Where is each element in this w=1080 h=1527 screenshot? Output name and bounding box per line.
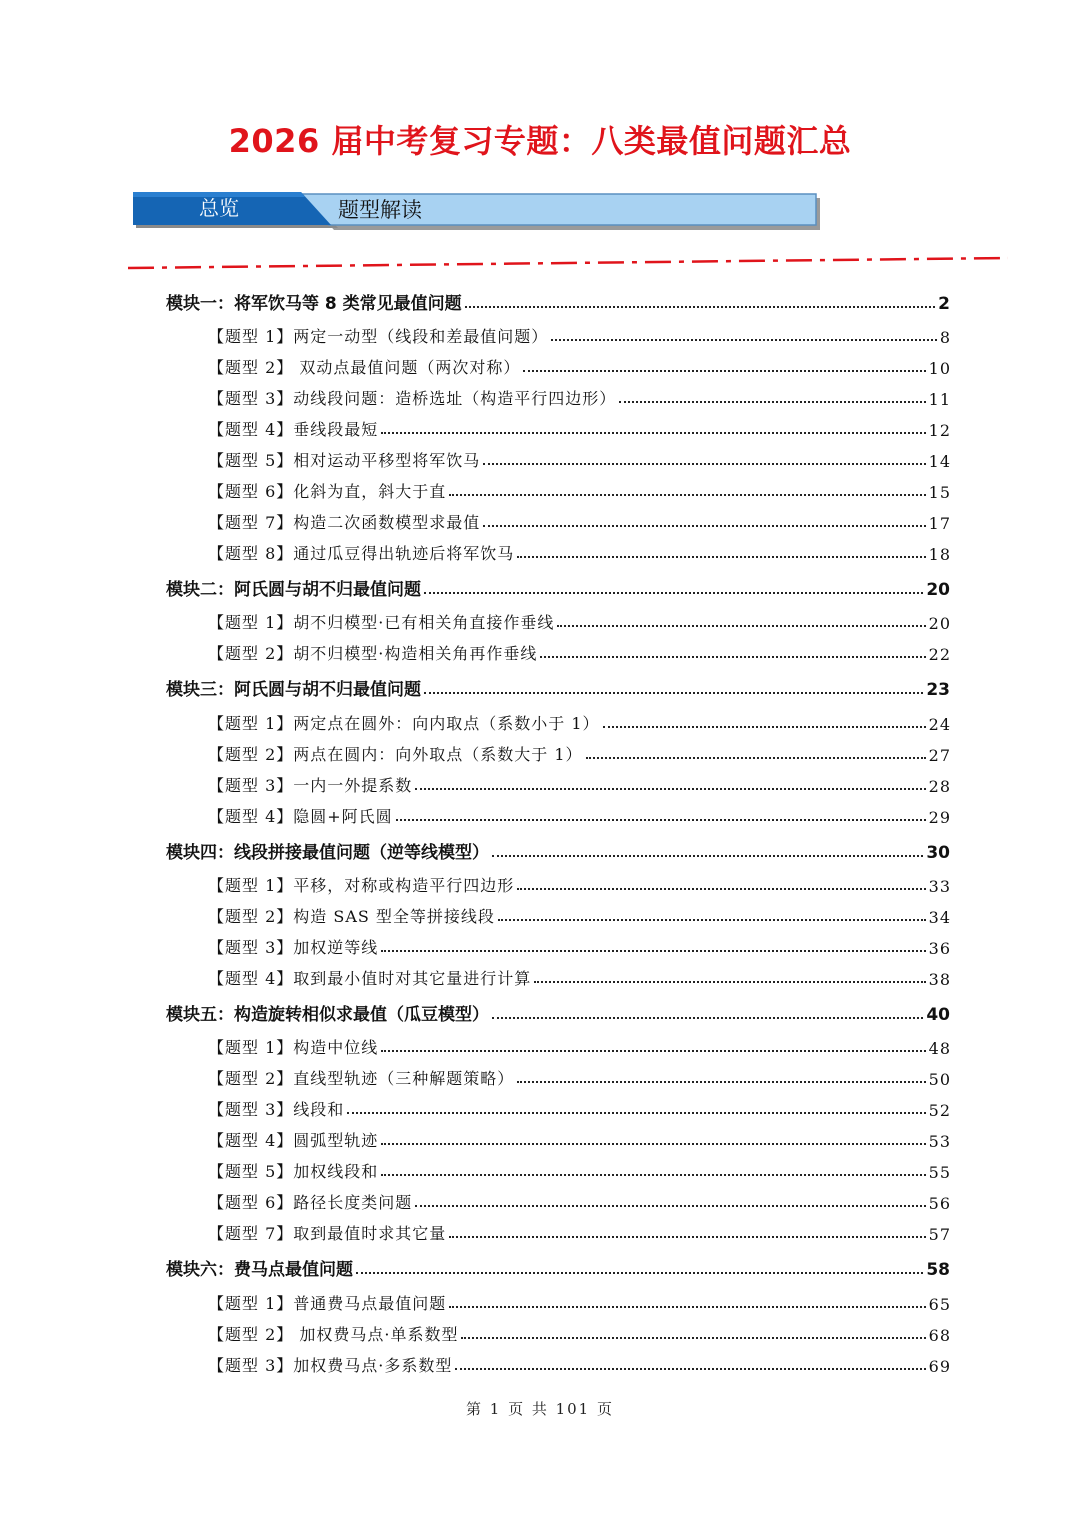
- toc-entry-label: 【题型 4】垂线段最短: [208, 420, 379, 439]
- toc-leader-dots: [424, 591, 923, 594]
- toc-page-number: 27: [928, 746, 951, 765]
- toc-page-number: 38: [928, 970, 951, 989]
- toc-leader-dots: [551, 338, 937, 341]
- toc-leader-dots: [381, 1049, 925, 1052]
- toc-item-row[interactable]: [208, 711, 951, 734]
- toc-page-number: 69: [928, 1357, 951, 1376]
- toc-page-number: 36: [928, 939, 951, 958]
- toc-entry-label: 模块三：阿氏圆与胡不归最值问题: [166, 680, 421, 700]
- toc-page-number: 33: [928, 877, 951, 896]
- toc-entry-label: 【题型 2】胡不归模型·构造相关角再作垂线: [208, 644, 538, 663]
- toc-page-number: 58: [926, 1260, 950, 1280]
- toc-entry-label: 【题型 1】普通费马点最值问题: [208, 1294, 447, 1313]
- toc-page-number: 14: [928, 452, 951, 471]
- toc-leader-dots: [492, 1016, 923, 1019]
- toc-page-number: 10: [928, 359, 951, 378]
- toc-leader-dots: [603, 725, 926, 728]
- toc-item-row[interactable]: [208, 1066, 951, 1089]
- toc-entry-label: 模块五：构造旋转相似求最值（瓜豆模型）: [166, 1005, 489, 1025]
- toc-leader-dots: [455, 1367, 925, 1370]
- toc-item-row[interactable]: [208, 448, 951, 471]
- toc-item-row[interactable]: [208, 541, 951, 564]
- toc-leader-dots: [415, 1204, 925, 1207]
- toc-entry-label: 【题型 3】线段和: [208, 1100, 345, 1119]
- toc-entry-label: 模块一：将军饮马等 8 类常见最值问题: [166, 294, 462, 314]
- toc-entry-label: 【题型 1】两定一动型（线段和差最值问题）: [208, 327, 549, 346]
- toc-item-row[interactable]: [208, 935, 951, 958]
- toc-item-row[interactable]: [208, 510, 951, 533]
- toc-entry-label: 【题型 2】构造 SAS 型全等拼接线段: [208, 907, 495, 926]
- toc-leader-dots: [517, 887, 925, 890]
- toc-entry-label: 【题型 2】直线型轨迹（三种解题策略）: [208, 1069, 515, 1088]
- toc-item-row[interactable]: [208, 966, 951, 989]
- toc-item-row[interactable]: [208, 1322, 951, 1345]
- toc-leader-dots: [415, 787, 925, 790]
- toc-page-number: 34: [928, 908, 951, 927]
- toc-page-number: 53: [928, 1132, 951, 1151]
- toc-page-number: 2: [938, 294, 950, 314]
- toc-leader-dots: [381, 1142, 925, 1145]
- toc-page-number: 55: [928, 1163, 951, 1182]
- toc-leader-dots: [461, 1336, 925, 1339]
- toc-page-number: 20: [926, 580, 950, 600]
- toc-entry-label: 模块二：阿氏圆与胡不归最值问题: [166, 580, 421, 600]
- toc-leader-dots: [356, 1271, 923, 1274]
- toc-page-number: 15: [928, 483, 951, 502]
- toc-module-row[interactable]: [166, 1255, 950, 1280]
- toc-leader-dots: [534, 980, 925, 983]
- toc-entry-label: 模块六：费马点最值问题: [166, 1260, 353, 1280]
- toc-entry-label: 【题型 3】动线段问题：造桥选址（构造平行四边形）: [208, 389, 617, 408]
- toc-leader-dots: [347, 1111, 925, 1114]
- toc-page-number: 11: [928, 390, 951, 409]
- toc-leader-dots: [498, 918, 926, 921]
- toc-leader-dots: [492, 854, 923, 857]
- toc-entry-label: 【题型 1】构造中位线: [208, 1038, 379, 1057]
- toc-item-row[interactable]: [208, 479, 951, 502]
- toc-entry-label: 【题型 2】 加权费马点·单系数型: [208, 1325, 459, 1344]
- toc-entry-label: 【题型 7】取到最值时求其它量: [208, 1224, 447, 1243]
- toc-page-number: 28: [928, 777, 951, 796]
- toc-item-row[interactable]: [208, 1159, 951, 1182]
- toc-page-number: 65: [928, 1295, 951, 1314]
- toc-entry-label: 【题型 6】路径长度类问题: [208, 1193, 413, 1212]
- toc-item-row[interactable]: [208, 324, 951, 347]
- toc-entry-label: 【题型 2】两点在圆内：向外取点（系数大于 1）: [208, 745, 583, 764]
- toc-item-row[interactable]: [208, 386, 951, 409]
- toc-leader-dots: [523, 369, 925, 372]
- toc-leader-dots: [381, 1173, 925, 1176]
- toc-page-number: 18: [928, 545, 951, 564]
- toc-page-number: 20: [928, 614, 951, 633]
- toc-module-row[interactable]: [166, 1000, 950, 1025]
- toc-entry-label: 【题型 1】平移，对称或构造平行四边形: [208, 876, 515, 895]
- toc-entry-label: 【题型 8】通过瓜豆得出轨迹后将军饮马: [208, 544, 515, 563]
- section-banner: [133, 192, 817, 228]
- toc-leader-dots: [449, 1305, 925, 1308]
- toc-page-number: 24: [928, 715, 951, 734]
- toc-item-row[interactable]: [208, 1291, 951, 1314]
- toc-leader-dots: [557, 624, 925, 627]
- toc-page-number: 56: [928, 1194, 951, 1213]
- toc-page-number: 30: [926, 843, 950, 863]
- toc-item-row[interactable]: [208, 355, 951, 378]
- toc-leader-dots: [483, 524, 925, 527]
- toc-entry-label: 【题型 4】取到最小值时对其它量进行计算: [208, 969, 532, 988]
- toc-leader-dots: [517, 1080, 925, 1083]
- toc-leader-dots: [619, 400, 925, 403]
- toc-leader-dots: [449, 493, 925, 496]
- toc-page-number: 23: [926, 680, 950, 700]
- toc-page-number: 17: [928, 514, 951, 533]
- toc-module-row[interactable]: [166, 675, 950, 700]
- toc-leader-dots: [449, 1235, 925, 1238]
- toc-item-row[interactable]: [208, 742, 951, 765]
- toc-leader-dots: [424, 691, 923, 694]
- banner-overview-label: 总览: [199, 196, 239, 220]
- red-dash-divider: [128, 254, 1008, 274]
- toc-entry-label: 【题型 7】构造二次函数模型求最值: [208, 513, 481, 532]
- toc-item-row[interactable]: [208, 773, 951, 796]
- toc-leader-dots: [381, 949, 925, 952]
- toc-page-number: 22: [928, 645, 951, 664]
- toc-page-number: 8: [939, 328, 951, 347]
- toc-leader-dots: [540, 655, 925, 658]
- toc-item-row[interactable]: [208, 1353, 951, 1376]
- toc-item-row[interactable]: [208, 873, 951, 896]
- toc-page-number: 68: [928, 1326, 951, 1345]
- toc-item-row[interactable]: [208, 1097, 951, 1120]
- toc-item-row[interactable]: [208, 1221, 951, 1244]
- toc-leader-dots: [517, 555, 925, 558]
- toc-page-number: 52: [928, 1101, 951, 1120]
- toc-entry-label: 【题型 2】 双动点最值问题（两次对称）: [208, 358, 521, 377]
- toc-item-row[interactable]: [208, 417, 951, 440]
- toc-page-number: 57: [928, 1225, 951, 1244]
- toc-item-row[interactable]: [208, 1128, 951, 1151]
- toc-leader-dots: [465, 305, 935, 308]
- toc-page-number: 29: [928, 808, 951, 827]
- toc-page-number: 12: [928, 421, 951, 440]
- toc-leader-dots: [396, 818, 926, 821]
- toc-page-number: 48: [928, 1039, 951, 1058]
- toc-leader-dots: [586, 756, 926, 759]
- toc-entry-label: 【题型 4】圆弧型轨迹: [208, 1131, 379, 1150]
- page-title: 2026 届中考复习专题：八类最值问题汇总: [228, 122, 852, 160]
- toc-module-row[interactable]: [166, 838, 950, 863]
- toc-entry-label: 【题型 5】加权线段和: [208, 1162, 379, 1181]
- toc-module-row[interactable]: [166, 289, 950, 314]
- toc-entry-label: 模块四：线段拼接最值问题（逆等线模型）: [166, 843, 489, 863]
- toc-leader-dots: [381, 431, 925, 434]
- toc-entry-label: 【题型 1】两定点在圆外：向内取点（系数小于 1）: [208, 714, 600, 733]
- toc-item-row[interactable]: [208, 641, 951, 664]
- toc-item-row[interactable]: [208, 904, 951, 927]
- toc-entry-label: 【题型 1】胡不归模型·已有相关角直接作垂线: [208, 613, 555, 632]
- toc-leader-dots: [483, 462, 925, 465]
- toc-item-row[interactable]: [208, 1190, 951, 1213]
- banner-type-label: 题型解读: [338, 198, 422, 222]
- toc-entry-label: 【题型 6】化斜为直，斜大于直: [208, 482, 447, 501]
- toc-entry-label: 【题型 3】一内一外提系数: [208, 776, 413, 795]
- toc-item-row[interactable]: [208, 1035, 951, 1058]
- toc-entry-label: 【题型 3】加权逆等线: [208, 938, 379, 957]
- toc-module-row[interactable]: [166, 575, 950, 600]
- toc-entry-label: 【题型 5】相对运动平移型将军饮马: [208, 451, 481, 470]
- toc-item-row[interactable]: [208, 610, 951, 633]
- toc-entry-label: 【题型 3】加权费马点·多系数型: [208, 1356, 453, 1375]
- toc-entry-label: 【题型 4】隐圆+阿氏圆: [208, 807, 393, 826]
- toc-page-number: 40: [926, 1005, 950, 1025]
- toc-item-row[interactable]: [208, 804, 951, 827]
- toc-page-number: 50: [928, 1070, 951, 1089]
- page-footer: 第 1 页 共 101 页: [465, 1400, 614, 1418]
